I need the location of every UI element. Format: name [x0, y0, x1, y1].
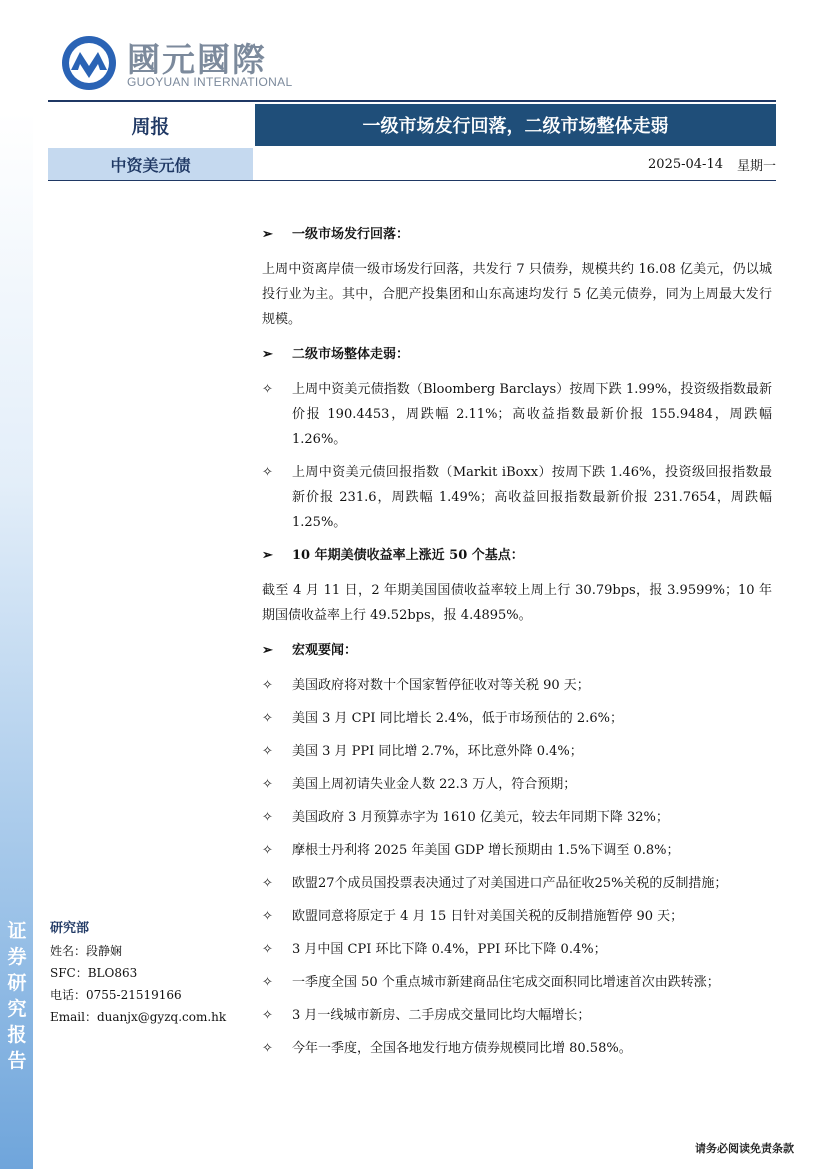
diamond-bullet-icon: ✧: [262, 843, 273, 858]
diamond-bullet-icon: ✧: [262, 678, 273, 693]
analyst-sfc: SFC：BLO863: [50, 966, 138, 980]
analyst-email: Email：duanjx@gyzq.com.hk: [50, 1010, 227, 1024]
list-item: [262, 706, 772, 731]
brand-name-cn: 國元國際: [127, 40, 267, 79]
diamond-bullet-icon: ✧: [262, 1041, 273, 1056]
diamond-bullet-icon: ✧: [262, 711, 273, 726]
diamond-bullet-icon: ✧: [262, 942, 273, 957]
diamond-bullet-icon: ✧: [262, 810, 273, 825]
section-paragraph: 截至 4 月 11 日，2 年期美国国债收益率较上周上行 30.79bps，报 3.9599%；10 年期国债收益率上行 49.52bps，报 4.4895%。: [262, 583, 772, 623]
list-item-text: 美国政府将对数十个国家暂停征收对等关税 90 天；: [292, 678, 590, 693]
section-heading: [262, 342, 772, 367]
subheader-divider: [48, 180, 776, 181]
report-category: 中资美元债: [48, 148, 253, 180]
list-item-text: 美国政府 3 月预算赤字为 1610 亿美元，较去年同期下降 32%；: [292, 810, 669, 825]
section-heading: [262, 638, 772, 663]
list-item: [262, 673, 772, 698]
weekday-value: 星期一: [736, 158, 776, 174]
report-type: 周报: [131, 115, 170, 138]
analyst-phone: 电话：0755-21519166: [50, 988, 182, 1002]
list-item-text: 今年一季度，全国各地发行地方债券规模同比增 80.58%。: [292, 1041, 632, 1056]
diamond-bullet-icon: ✧: [262, 465, 273, 480]
section-heading: [262, 543, 772, 568]
section-heading-text: 10 年期美债收益率上涨近 50 个基点：: [292, 548, 524, 563]
diamond-bullet-icon: ✧: [262, 1008, 273, 1023]
department-title: 研究部: [50, 921, 90, 936]
list-item-text: 上周中资美元债回报指数（Markit iBoxx）按周下跌 1.46%，投资级回报指数最新价报 231.6，周跌幅 1.49%；高收益回报指数最新价报 231.7654，周跌幅 1.25%。: [292, 465, 772, 530]
list-item: [262, 805, 772, 830]
list-item: [262, 1003, 772, 1028]
report-date: [600, 148, 776, 180]
list-item: [262, 739, 772, 764]
arrow-bullet-icon: ➢: [262, 347, 273, 362]
list-item-text: 摩根士丹利将 2025 年美国 GDP 增长预期由 1.5%下调至 0.8%；: [292, 843, 680, 858]
arrow-bullet-icon: ➢: [262, 227, 273, 242]
list-item: [262, 937, 772, 962]
guoyuan-logo-icon: [60, 34, 118, 92]
list-item: [262, 970, 772, 995]
list-item: [262, 871, 772, 896]
disclaimer-note: 请务必阅读免责条款: [695, 1142, 794, 1155]
analyst-name: 姓名：段静娴: [50, 944, 123, 958]
section-heading: [262, 222, 772, 247]
list-item-text: 欧盟27个成员国投票表决通过了对美国进口产品征收25%关税的反制措施；: [292, 876, 728, 891]
report-title: 一级市场发行回落，二级市场整体走弱: [255, 104, 776, 146]
diamond-bullet-icon: ✧: [262, 909, 273, 924]
list-item-text: 3 月一线城市新房、二手房成交量同比均大幅增长；: [292, 1008, 591, 1023]
diamond-bullet-icon: ✧: [262, 744, 273, 759]
list-item-text: 一季度全国 50 个重点城市新建商品住宅成交面积同比增速首次由跌转涨；: [292, 975, 720, 990]
arrow-bullet-icon: ➢: [262, 643, 273, 658]
list-item-text: 美国 3 月 PPI 同比增 2.7%，环比意外降 0.4%；: [292, 744, 583, 759]
diamond-bullet-icon: ✧: [262, 876, 273, 891]
section-heading-text: 一级市场发行回落：: [292, 227, 410, 242]
diamond-bullet-icon: ✧: [262, 777, 273, 792]
analyst-contact: [50, 918, 226, 1028]
list-item: [262, 772, 772, 797]
section-heading-text: 二级市场整体走弱：: [292, 347, 410, 362]
section-paragraph: 上周中资离岸债一级市场发行回落，共发行 7 只债券，规模共约 16.08 亿美元，仍以城投行业为主。其中，合肥产投集团和山东高速均发行 5 亿美元债券，同为上周最大发行规模。: [262, 262, 772, 327]
list-item-text: 上周中资美元债指数（Bloomberg Barclays）按周下跌 1.99%，投资级指数最新价报 190.4453，周跌幅 2.11%；高收益指数最新价报 155.9484，周跌幅 1.26%。: [292, 382, 772, 447]
report-body: [262, 222, 772, 1069]
list-item: [262, 838, 772, 863]
brand-name-en: GUOYUAN INTERNATIONAL: [127, 75, 293, 89]
side-vertical-label: 证券研究报告: [7, 920, 27, 1072]
header-divider: [48, 100, 776, 102]
list-item-text: 美国 3 月 CPI 同比增长 2.4%，低于市场预估的 2.6%；: [292, 711, 623, 726]
list-item-text: 美国上周初请失业金人数 22.3 万人，符合预期；: [292, 777, 577, 792]
list-item: [262, 1036, 772, 1061]
list-item-text: 3 月中国 CPI 环比下降 0.4%，PPI 环比下降 0.4%；: [292, 942, 607, 957]
diamond-bullet-icon: ✧: [262, 382, 273, 397]
list-item: [262, 904, 772, 929]
date-value: 2025-04-14: [648, 156, 723, 172]
list-item: [262, 377, 772, 452]
list-item: [262, 460, 772, 535]
arrow-bullet-icon: ➢: [262, 548, 273, 563]
diamond-bullet-icon: ✧: [262, 975, 273, 990]
section-heading-text: 宏观要闻：: [292, 643, 358, 658]
list-item-text: 欧盟同意将原定于 4 月 15 日针对美国关税的反制措施暂停 90 天；: [292, 909, 684, 924]
